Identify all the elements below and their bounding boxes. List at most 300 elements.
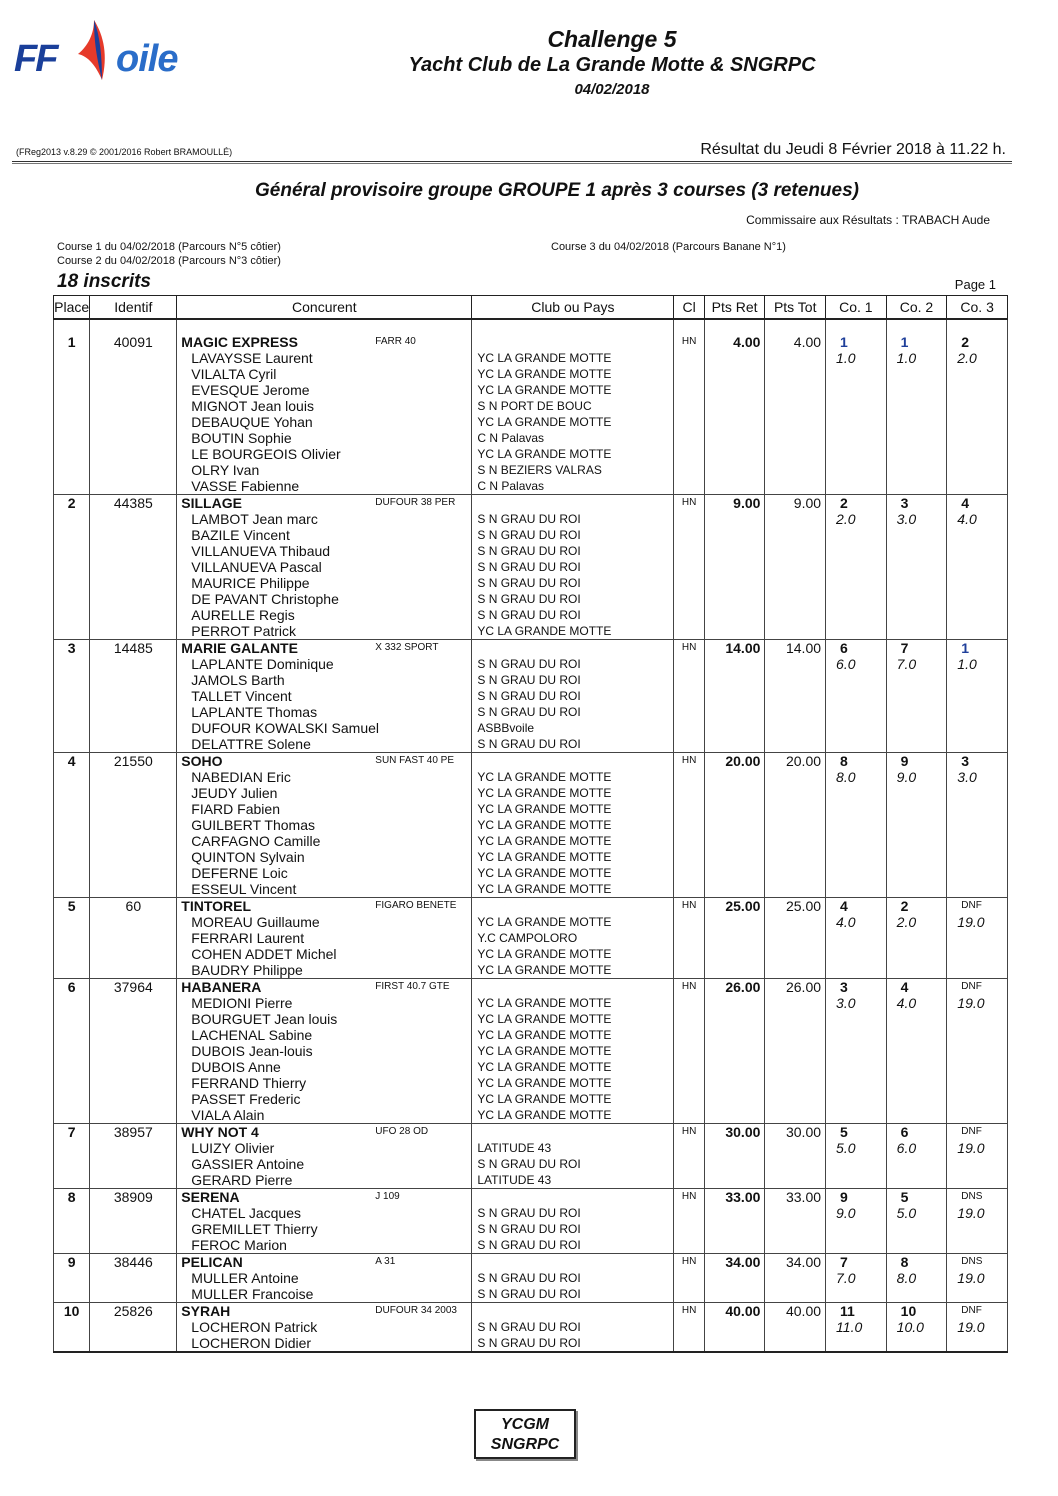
pts-ret-value: 26.00 — [725, 979, 761, 995]
course-rank: 5 — [840, 1124, 848, 1140]
course-rank: 4 — [840, 898, 848, 914]
crew-member: GASSIER Antoine — [191, 1156, 305, 1172]
course-1-cell — [826, 979, 887, 1124]
place-value: 8 — [67, 1189, 76, 1205]
crew-club: YC LA GRANDE MOTTE — [477, 367, 612, 381]
crew-member: TALLET Vincent — [191, 688, 292, 704]
club-spacer — [472, 334, 673, 350]
crew-member: AURELLE Regis — [191, 607, 295, 623]
crew-member: PASSET Frederic — [191, 1091, 301, 1107]
crew-member: QUINTON Sylvain — [191, 849, 305, 865]
course-rank: 9 — [900, 753, 909, 769]
course-points: 6.0 — [836, 656, 856, 672]
crew-club: YC LA GRANDE MOTTE — [477, 351, 612, 365]
class-value: HN — [681, 336, 697, 347]
course-score — [826, 334, 886, 366]
course-rank: DNF — [961, 981, 982, 992]
concurrent-cell — [177, 640, 472, 753]
crew-member: CHATEL Jacques — [191, 1205, 301, 1221]
table-row — [54, 1254, 1008, 1303]
class-value: HN — [681, 642, 697, 653]
course-points: 5.0 — [836, 1140, 856, 1156]
course-3-cell — [947, 1189, 1008, 1254]
place-value: 5 — [67, 898, 76, 914]
pts-ret-cell — [704, 640, 765, 753]
pts-tot-value: 14.00 — [785, 640, 822, 656]
club-cell — [472, 979, 674, 1124]
boat-name-text: SYRAH — [181, 1303, 231, 1319]
identif-cell — [90, 1254, 177, 1303]
boat-name — [177, 1254, 471, 1270]
crew-member: BAZILE Vincent — [191, 527, 290, 543]
pts-tot-cell — [765, 1254, 826, 1303]
crew-club: S N GRAU DU ROI — [477, 1157, 581, 1171]
course-points: 19.0 — [957, 1270, 985, 1286]
course-score — [947, 898, 1007, 930]
table-row — [54, 753, 1008, 898]
course-score — [887, 898, 947, 930]
pts-tot-value: 33.00 — [785, 1189, 822, 1205]
place-value: 9 — [67, 1254, 76, 1270]
crew-member: VASSE Fabienne — [191, 478, 300, 494]
crew-member: MULLER Antoine — [191, 1270, 299, 1286]
col-header-co2: Co. 2 — [886, 296, 947, 320]
table-row — [54, 979, 1008, 1124]
course-points: 4.0 — [836, 914, 856, 930]
crew-club: S N GRAU DU ROI — [477, 1320, 581, 1334]
crew-club: YC LA GRANDE MOTTE — [477, 882, 612, 896]
concurrent-cell — [177, 1124, 472, 1189]
boat-name-text: SOHO — [181, 753, 223, 769]
club-spacer — [472, 1124, 673, 1140]
club-cell — [472, 753, 674, 898]
course-score — [887, 334, 947, 366]
place-cell — [54, 753, 90, 898]
class-value: HN — [681, 981, 697, 992]
course-score — [826, 753, 886, 785]
course-rank: DNF — [961, 900, 982, 911]
software-credit: (FReg2013 v.8.29 © 2001/2016 Robert BRAMOULLÉ) — [16, 147, 233, 157]
boat-name — [177, 1303, 471, 1319]
col-header-pts-ret: Pts Ret — [704, 296, 765, 320]
pts-ret-value: 9.00 — [733, 495, 761, 511]
crew-club: YC LA GRANDE MOTTE — [477, 1028, 612, 1042]
place-cell — [54, 1254, 90, 1303]
course-score — [887, 1254, 947, 1286]
course-points: 2.0 — [896, 914, 917, 930]
identif-cell — [90, 495, 177, 640]
place-value: 4 — [67, 753, 76, 769]
crew-member: LAVAYSSE Laurent — [191, 350, 313, 366]
table-row — [54, 1303, 1008, 1353]
crew-member: EVESQUE Jerome — [191, 382, 310, 398]
course-score — [887, 1189, 947, 1221]
course-1-cell — [826, 1124, 887, 1189]
boat-name — [177, 640, 471, 656]
boat-type: FIGARO BENETE — [375, 900, 457, 911]
identif-cell — [90, 1303, 177, 1353]
course-score — [826, 1254, 886, 1286]
stamp-line-2: SNGRPC — [490, 1436, 560, 1453]
boat-type: UFO 28 OD — [375, 1126, 429, 1137]
course-3-cell — [947, 979, 1008, 1124]
concurrent-cell — [177, 1189, 472, 1254]
table-row — [54, 640, 1008, 753]
course-2-cell — [886, 334, 947, 495]
crew-club: YC LA GRANDE MOTTE — [477, 834, 612, 848]
boat-name — [177, 1124, 471, 1140]
crew-club: Y.C CAMPOLORO — [477, 931, 578, 945]
boat-type: DUFOUR 34 2003 — [375, 1305, 457, 1316]
crew-club: S N GRAU DU ROI — [477, 1206, 581, 1220]
course-points: 6.0 — [896, 1140, 917, 1156]
crew-club: YC LA GRANDE MOTTE — [477, 947, 612, 961]
results-body — [54, 319, 1008, 1352]
course-rank: 9 — [840, 1189, 848, 1205]
course-rank: 2 — [961, 334, 970, 350]
place-value: 10 — [63, 1303, 80, 1319]
commissaire-line: Commissaire aux Résultats : TRABACH Aude — [746, 213, 990, 227]
pts-ret-value: 20.00 — [725, 753, 761, 769]
crew-member: DUFOUR KOWALSKI Samuel — [191, 720, 380, 736]
club-spacer — [472, 979, 673, 995]
boat-type: SUN FAST 40 PE — [375, 755, 455, 766]
crew-member: GERARD Pierre — [191, 1172, 293, 1188]
course-rank: 4 — [900, 979, 909, 995]
pts-tot-value: 34.00 — [785, 1254, 822, 1270]
crew-member: LE BOURGEOIS Olivier — [191, 446, 341, 462]
course-points: 3.0 — [836, 995, 856, 1011]
sail-number: 60 — [125, 898, 142, 914]
course-3-cell — [947, 753, 1008, 898]
course-points: 2.0 — [836, 511, 856, 527]
course-score — [887, 1303, 947, 1335]
boat-type: FARR 40 — [375, 336, 416, 347]
concurrent-cell — [177, 753, 472, 898]
course-2-info: Course 2 du 04/02/2018 (Parcours N°3 côtier) — [57, 255, 281, 267]
course-rank: 3 — [900, 495, 909, 511]
course-score — [887, 495, 947, 527]
concurrent-cell — [177, 495, 472, 640]
course-3-cell — [947, 640, 1008, 753]
crew-club: S N GRAU DU ROI — [477, 576, 581, 590]
course-score — [947, 1124, 1007, 1156]
concurrent-cell — [177, 1254, 472, 1303]
pts-tot-cell — [765, 1303, 826, 1353]
course-3-cell — [947, 1254, 1008, 1303]
pts-tot-cell — [765, 640, 826, 753]
sail-number: 38446 — [113, 1254, 153, 1270]
crew-club: S N GRAU DU ROI — [477, 544, 581, 558]
club-cell — [472, 495, 674, 640]
course-points: 19.0 — [957, 1319, 985, 1335]
class-cell — [674, 1303, 704, 1353]
course-rank: 1 — [900, 334, 909, 350]
crew-club: YC LA GRANDE MOTTE — [477, 866, 612, 880]
pts-ret-value: 34.00 — [725, 1254, 761, 1270]
class-cell — [674, 1254, 704, 1303]
page-title: Challenge 5 — [547, 26, 677, 52]
crew-member: GREMILLET Thierry — [191, 1221, 318, 1237]
identif-cell — [90, 640, 177, 753]
boat-name-text: MAGIC EXPRESS — [181, 334, 298, 350]
place-cell — [54, 1124, 90, 1189]
crew-member: LAPLANTE Dominique — [191, 656, 334, 672]
club-spacer — [472, 495, 673, 511]
course-rank: 1 — [961, 640, 970, 656]
crew-club: YC LA GRANDE MOTTE — [477, 786, 612, 800]
sail-number: 37964 — [113, 979, 153, 995]
class-cell — [674, 753, 704, 898]
crew-member: MIGNOT Jean louis — [191, 398, 314, 414]
page-subtitle: Yacht Club de La Grande Motte & SNGRPC — [408, 54, 816, 76]
course-1-cell — [826, 1189, 887, 1254]
class-value: HN — [681, 1256, 697, 1267]
crew-club: C N Palavas — [477, 479, 545, 493]
course-1-cell — [826, 495, 887, 640]
crew-club: S N GRAU DU ROI — [477, 705, 581, 719]
crew-member: LAMBOT Jean marc — [191, 511, 318, 527]
course-rank: 5 — [900, 1189, 909, 1205]
pts-tot-cell — [765, 979, 826, 1124]
crew-club: YC LA GRANDE MOTTE — [477, 1012, 612, 1026]
boat-name — [177, 1189, 471, 1205]
course-score — [887, 753, 947, 785]
crew-member: COHEN ADDET Michel — [191, 946, 337, 962]
crew-club: LATITUDE 43 — [477, 1173, 552, 1187]
crew-club: S N GRAU DU ROI — [477, 560, 581, 574]
course-score — [947, 1303, 1007, 1335]
course-score — [826, 979, 886, 1011]
pts-ret-cell — [704, 979, 765, 1124]
identif-cell — [90, 753, 177, 898]
course-points: 8.0 — [896, 1270, 917, 1286]
pts-tot-cell — [765, 334, 826, 495]
course-points: 3.0 — [896, 511, 917, 527]
crew-member: VILALTA Cyril — [191, 366, 277, 382]
crew-member: BOURGUET Jean louis — [191, 1011, 338, 1027]
course-2-cell — [886, 898, 947, 979]
crew-club: ASBBvoile — [477, 721, 535, 735]
course-points: 19.0 — [957, 1205, 985, 1221]
course-2-cell — [886, 1303, 947, 1353]
class-cell — [674, 1124, 704, 1189]
crew-member: FEROC Marion — [191, 1237, 287, 1253]
course-rank: 11 — [840, 1303, 855, 1319]
course-points: 19.0 — [957, 914, 985, 930]
crew-club: YC LA GRANDE MOTTE — [477, 996, 612, 1010]
general-ranking-title: Général provisoire groupe GROUPE 1 après 3 courses (3 retenues) — [255, 180, 859, 201]
table-header-row — [54, 296, 1008, 320]
crew-member: MAURICE Philippe — [191, 575, 310, 591]
col-header-class: Cl — [674, 296, 704, 320]
crew-member: LAPLANTE Thomas — [191, 704, 318, 720]
course-rank: 1 — [840, 334, 848, 350]
crew-club: S N GRAU DU ROI — [477, 1238, 581, 1252]
crew-club: YC LA GRANDE MOTTE — [477, 1060, 612, 1074]
identif-cell — [90, 1124, 177, 1189]
course-rank: DNF — [961, 1126, 982, 1137]
table-spacer-row — [54, 319, 1008, 334]
boat-type: DUFOUR 38 PER — [375, 497, 456, 508]
concurrent-cell — [177, 334, 472, 495]
pts-tot-cell — [765, 495, 826, 640]
crew-member: ESSEUL Vincent — [191, 881, 297, 897]
boat-type: X 332 SPORT — [375, 642, 439, 653]
crew-member: BAUDRY Philippe — [191, 962, 303, 978]
crew-club: LATITUDE 43 — [477, 1141, 552, 1155]
crew-club: S N GRAU DU ROI — [477, 592, 581, 606]
crew-club: YC LA GRANDE MOTTE — [477, 818, 612, 832]
table-row — [54, 334, 1008, 495]
boat-name-text: PELICAN — [181, 1254, 243, 1270]
crew-member: VIALA Alain — [191, 1107, 265, 1123]
crew-club: YC LA GRANDE MOTTE — [477, 1076, 612, 1090]
course-rank: 8 — [900, 1254, 909, 1270]
sail-number: 14485 — [113, 640, 153, 656]
course-points: 1.0 — [896, 350, 917, 366]
class-cell — [674, 334, 704, 495]
place-value: 3 — [67, 640, 76, 656]
course-points: 4.0 — [896, 995, 917, 1011]
course-points: 4.0 — [957, 511, 977, 527]
boat-name-text: SERENA — [181, 1189, 240, 1205]
course-score — [947, 753, 1007, 785]
crew-club: S N GRAU DU ROI — [477, 512, 581, 526]
course-3-cell — [947, 334, 1008, 495]
course-points: 10.0 — [896, 1319, 924, 1335]
club-spacer — [472, 640, 673, 656]
course-points: 5.0 — [896, 1205, 917, 1221]
identif-cell — [90, 898, 177, 979]
place-cell — [54, 1303, 90, 1353]
crew-club: S N GRAU DU ROI — [477, 1222, 581, 1236]
crew-club: YC LA GRANDE MOTTE — [477, 915, 612, 929]
club-cell — [472, 334, 674, 495]
boat-name — [177, 495, 471, 511]
course-rank: 7 — [840, 1254, 848, 1270]
sail-number: 25826 — [113, 1303, 153, 1319]
course-points: 7.0 — [896, 656, 917, 672]
place-value: 6 — [67, 979, 76, 995]
crew-member: DEFERNE Loic — [191, 865, 288, 881]
boat-type: A 31 — [375, 1256, 396, 1267]
crew-member: MEDIONI Pierre — [191, 995, 293, 1011]
crew-member: FERRAND Thierry — [191, 1075, 307, 1091]
pts-tot-value: 26.00 — [785, 979, 822, 995]
crew-member: LOCHERON Didier — [191, 1335, 312, 1351]
course-score — [826, 1303, 886, 1335]
crew-club: S N GRAU DU ROI — [477, 689, 581, 703]
class-cell — [674, 898, 704, 979]
crew-member: FERRARI Laurent — [191, 930, 305, 946]
crew-club: S N PORT DE BOUC — [477, 399, 592, 413]
course-score — [887, 1124, 947, 1156]
class-value: HN — [681, 1191, 697, 1202]
result-timestamp: Résultat du Jeudi 8 Février 2018 à 11.22 h. — [700, 141, 1006, 158]
course-1-cell — [826, 334, 887, 495]
crew-club: YC LA GRANDE MOTTE — [477, 1108, 612, 1122]
course-1-cell — [826, 1303, 887, 1353]
boat-name-text: MARIE GALANTE — [181, 640, 298, 656]
sail-number: 40091 — [113, 334, 153, 350]
sail-number: 38957 — [113, 1124, 153, 1140]
crew-club: YC LA GRANDE MOTTE — [477, 963, 612, 977]
pts-ret-cell — [704, 1303, 765, 1353]
crew-member: LOCHERON Patrick — [191, 1319, 318, 1335]
course-points: 7.0 — [836, 1270, 856, 1286]
club-cell — [472, 1254, 674, 1303]
boat-name — [177, 753, 471, 769]
course-3-info: Course 3 du 04/02/2018 (Parcours Banane N°1) — [551, 241, 786, 253]
col-header-concurrent: Concurent — [177, 296, 472, 320]
crew-member: NABEDIAN Eric — [191, 769, 291, 785]
table-row — [54, 1124, 1008, 1189]
pts-ret-cell — [704, 898, 765, 979]
course-rank: DNS — [961, 1256, 983, 1267]
logo-text-oile: oile — [116, 38, 178, 80]
crew-member: DEBAUQUE Yohan — [191, 414, 313, 430]
crew-member: MULLER Francoise — [191, 1286, 314, 1302]
crew-club: S N GRAU DU ROI — [477, 673, 581, 687]
course-score — [947, 1189, 1007, 1221]
col-header-club: Club ou Pays — [472, 296, 674, 320]
concurrent-cell — [177, 979, 472, 1124]
results-table — [53, 295, 1008, 1353]
course-1-cell — [826, 1254, 887, 1303]
boat-name — [177, 898, 471, 914]
pts-tot-value: 9.00 — [793, 495, 822, 511]
col-header-pts-tot: Pts Tot — [765, 296, 826, 320]
table-row — [54, 1189, 1008, 1254]
pts-ret-value: 14.00 — [725, 640, 761, 656]
club-cell — [472, 1303, 674, 1353]
pts-tot-cell — [765, 1189, 826, 1254]
pts-ret-value: 25.00 — [725, 898, 761, 914]
course-score — [947, 1254, 1007, 1286]
club-spacer — [472, 1189, 673, 1205]
course-score — [947, 495, 1007, 527]
course-3-cell — [947, 898, 1008, 979]
place-cell — [54, 334, 90, 495]
course-2-cell — [886, 753, 947, 898]
place-value: 1 — [67, 334, 76, 350]
pts-ret-cell — [704, 1254, 765, 1303]
course-rank: 2 — [840, 495, 848, 511]
course-3-cell — [947, 1303, 1008, 1353]
crew-member: JAMOLS Barth — [191, 672, 285, 688]
course-rank: 4 — [961, 495, 970, 511]
course-score — [826, 898, 886, 930]
sail-number: 21550 — [113, 753, 153, 769]
crew-member: CARFAGNO Camille — [191, 833, 321, 849]
crew-member: PERROT Patrick — [191, 623, 297, 639]
pts-ret-cell — [704, 334, 765, 495]
logo-text-ff: FF — [14, 38, 57, 80]
class-cell — [674, 495, 704, 640]
table-row — [54, 495, 1008, 640]
club-spacer — [472, 1303, 673, 1319]
crew-member: DELATTRE Solene — [191, 736, 311, 752]
col-header-co1: Co. 1 — [826, 296, 887, 320]
course-3-cell — [947, 1124, 1008, 1189]
course-points: 1.0 — [957, 656, 977, 672]
course-score — [947, 334, 1007, 366]
course-points: 8.0 — [836, 769, 856, 785]
col-header-identif: Identif — [90, 296, 177, 320]
course-points: 1.0 — [836, 350, 856, 366]
crew-club: S N BEZIERS VALRAS — [477, 463, 602, 477]
